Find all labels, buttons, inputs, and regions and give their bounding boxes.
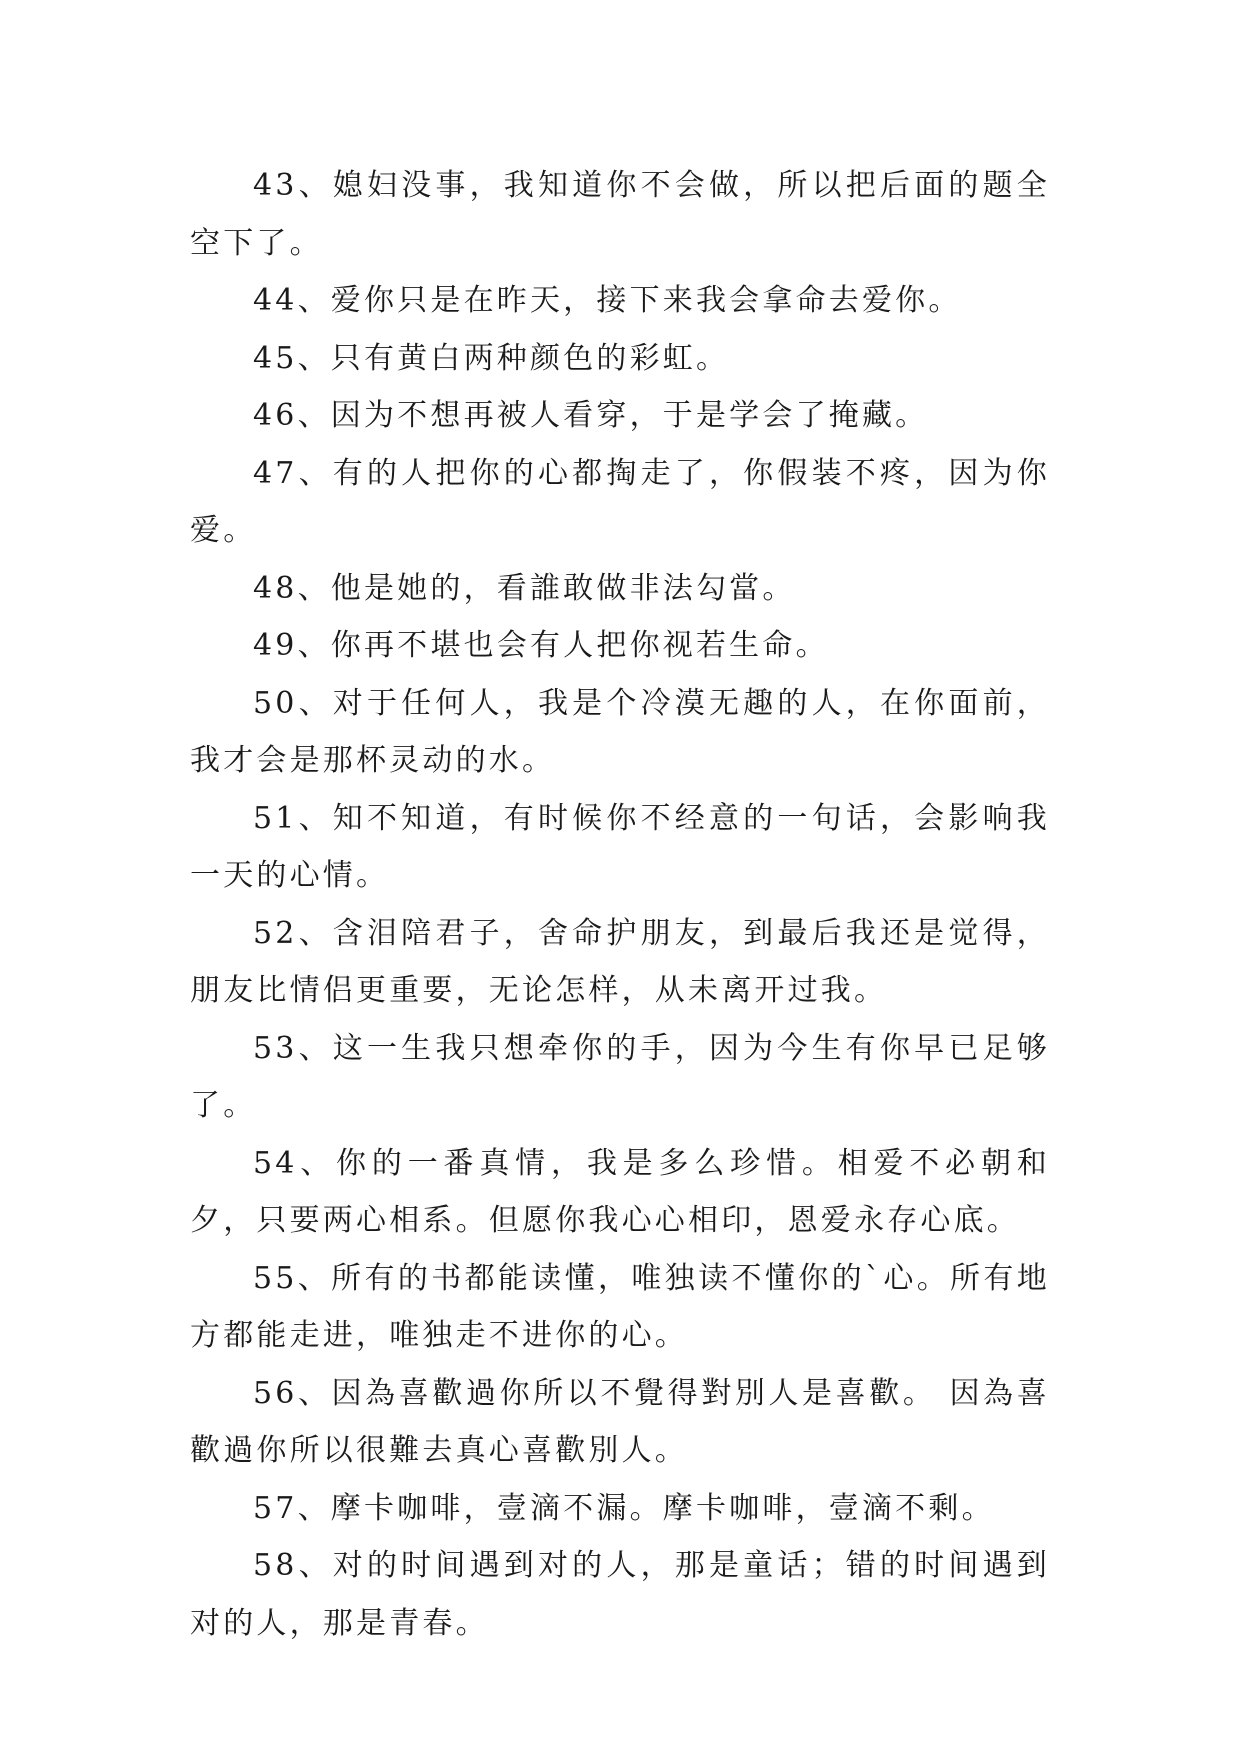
paragraph-54: 54、你的一番真情，我是多么珍惜。相爱不必朝和夕，只要两心相系。但愿你我心心相印，恩爱永存心底。: [190, 1145, 1050, 1238]
paragraph-49: 49、你再不堪也会有人把你视若生命。: [253, 628, 829, 663]
paragraph-44: 44、爱你只是在昨天，接下来我会拿命去爱你。: [253, 283, 962, 318]
paragraph-57: 57、摩卡咖啡，壹滴不漏。摩卡咖啡，壹滴不剩。: [253, 1490, 995, 1526]
paragraph-48: 48、他是她的，看誰敢做非法勾當。: [253, 570, 796, 606]
paragraph-46: 46、因为不想再被人看穿，于是学会了掩藏。: [253, 398, 929, 433]
paragraph-51: 51、知不知道，有时候你不经意的一句话，会影响我一天的心情。: [190, 800, 1050, 893]
paragraph-56: 56、因為喜歡過你所以不覺得對別人是喜歡。 因為喜歡過你所以很難去真心喜歡別人。: [190, 1375, 1050, 1468]
paragraph-43: 43、媳妇没事，我知道你不会做，所以把后面的题全空下了。: [190, 168, 1050, 261]
paragraph-45: 45、只有黄白两种颜色的彩虹。: [253, 340, 730, 376]
paragraph-52: 52、含泪陪君子，舍命护朋友，到最后我还是觉得，朋友比情侣更重要，无论怎样，从未离开过我。: [190, 915, 1050, 1008]
paragraph-55: 55、所有的书都能读懂，唯独读不懂你的`心。所有地方都能走进，唯独走不进你的心。: [190, 1260, 1050, 1353]
paragraph-58: 58、对的时间遇到对的人，那是童话；错的时间遇到对的人，那是青春。: [190, 1548, 1050, 1641]
paragraph-53: 53、这一生我只想牵你的手，因为今生有你早已足够了。: [190, 1030, 1050, 1123]
document-body: [190, 157, 1050, 1652]
paragraph-50: 50、对于任何人，我是个冷漠无趣的人，在你面前，我才会是那杯灵动的水。: [190, 685, 1050, 778]
paragraph-47: 47、有的人把你的心都掏走了，你假装不疼，因为你爱。: [190, 455, 1050, 548]
